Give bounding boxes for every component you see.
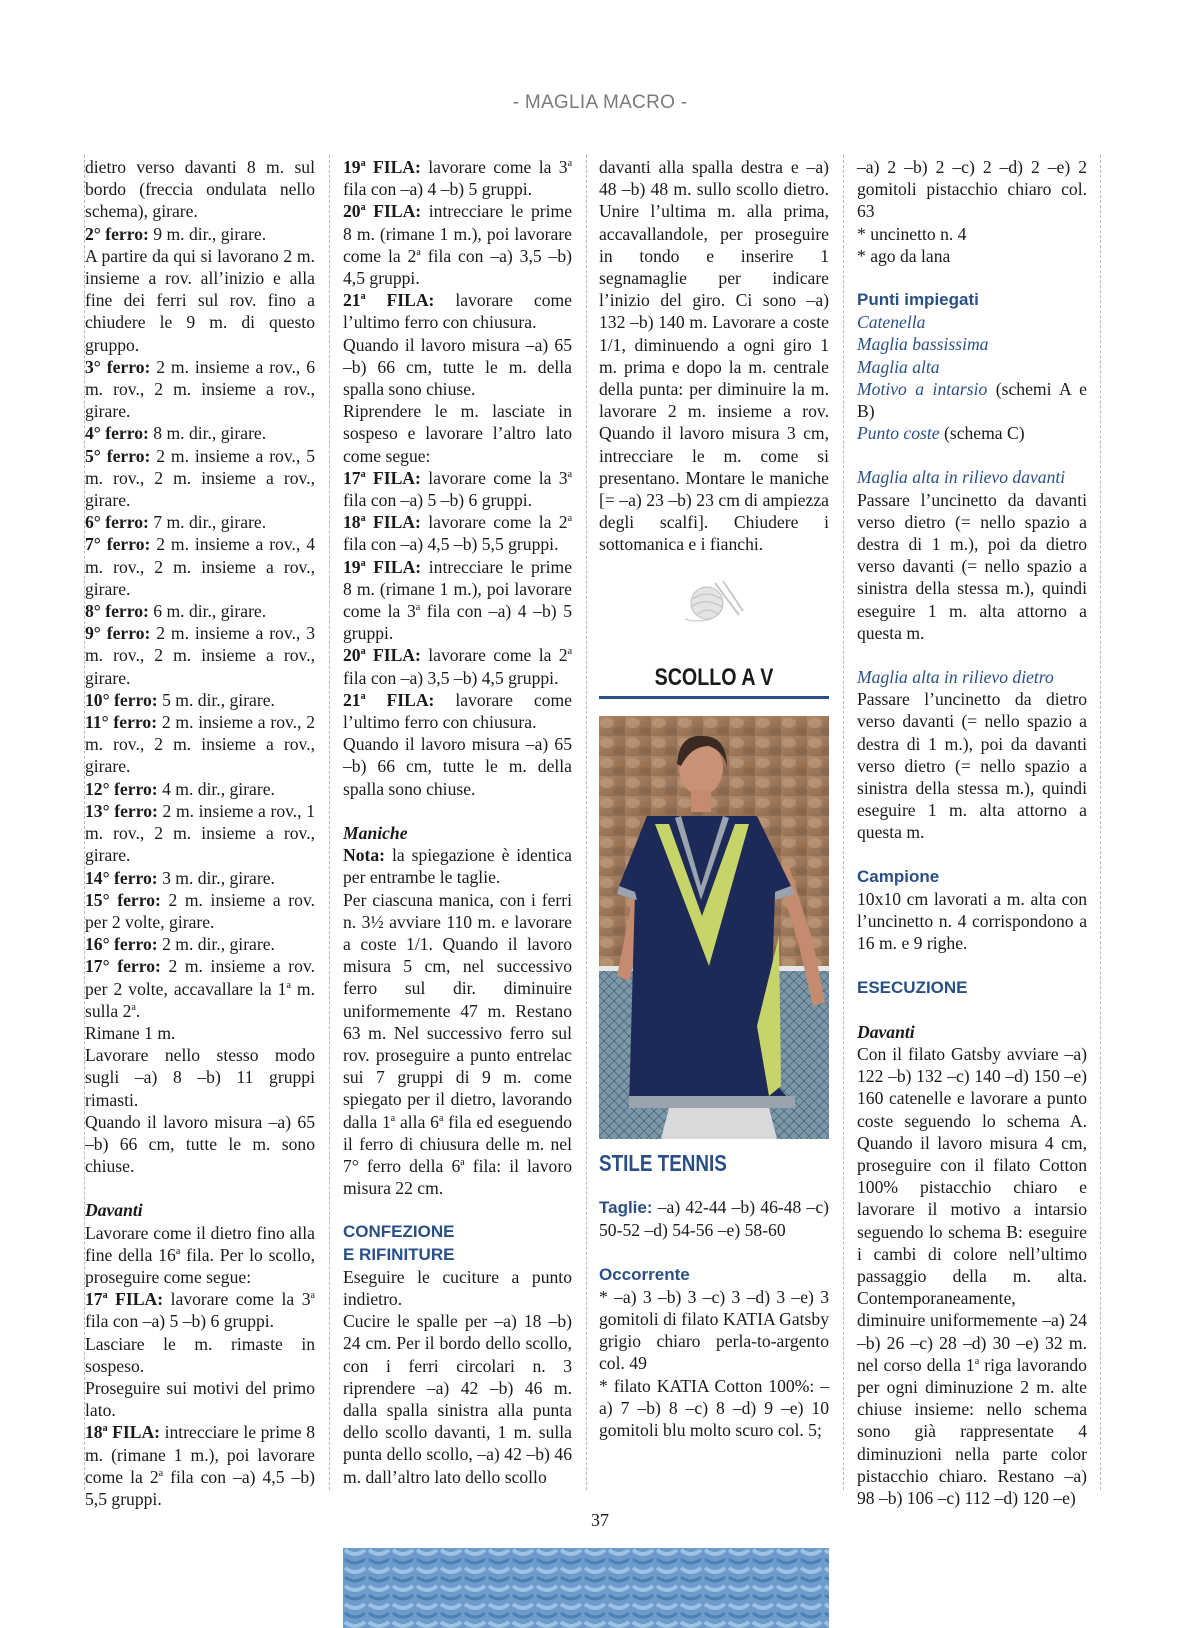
paragraph: 15° ferro: 2 m. insieme a rov. per 2 volte, girare.	[85, 889, 315, 932]
paragraph: 17$^a$ FILA: lavorare come la 3$^a$ fila con –a) 5 –b) 6 gruppi.	[343, 467, 573, 511]
paragraph: 3° ferro: 2 m. insieme a rov., 6 m. rov., 2 m. insieme a rov., girare.	[85, 356, 315, 422]
paragraph: Passare l’uncinetto da davanti verso dietro (= nello spazio a destra di 1 m.), poi da dietro verso davanti (= nello spazio a sinistra della stessa m.), quindi eseguire 1 m. alta attorno a questa m.	[857, 489, 1087, 643]
paragraph: 6° ferro: 7 m. dir., girare.	[85, 512, 267, 533]
list-item: * filato KATIA Cotton 100%: –a) 7 –b) 8 –c) 8 –d) 9 –e) 10 gomitoli blu molto scuro col. 5;	[599, 1375, 829, 1441]
paragraph: 16° ferro: 2 m. dir., girare.	[85, 934, 275, 955]
list-item: * ago da lana	[857, 245, 951, 266]
section-heading-rifiniture: E RIFINITURE	[343, 1244, 455, 1264]
paragraph: Rimane 1 m.	[85, 1022, 176, 1043]
paragraph: Con il filato Gatsby avviare –a) 122 –b) 132 –c) 140 –d) 150 –e) 160 catenelle e lavorare a punto coste seguendo lo schema A. Quando il lavoro misura 4 cm, proseguire con il filato Cotton 100% pistacchio chiaro e lavorare il motivo a intarsio seguendo lo schema B: eseguire i cambi di colore nell’ultimo passaggio della m. alta. Contemporaneamente, diminuire uniformemente –a) 24 –b) 26 –c) 28 –d) 30 –e) 32 m. nel corso della 1$^a$ riga lavorando per ogni diminuzione 2 m. alte chiuse insieme: nello schema sono già rappresentate 4 diminuzioni nella parte color pistacchio chiaro. Restano –a) 98 –b) 106 –c) 112 –d) 120 –e)	[857, 1043, 1087, 1508]
column-divider	[329, 155, 330, 1490]
paragraph: 12° ferro: 4 m. dir., girare.	[85, 778, 275, 799]
paragraph: Quando il lavoro misura –a) 65 –b) 66 cm, tutte le m. sono chiuse.	[85, 1111, 315, 1177]
paragraph: Per ciascuna manica, con i ferri n. 3½ avviare 110 m. e lavorare a coste 1/1. Quando il lavoro misura 5 cm, nel successivo ferro sul dir. diminuire uniformemente 47 m. Restano 63 m. Nel successivo ferro sul rov. proseguire a punto entrelac sui 7 gruppi di 9 m. come spiegato per il dietro, lavorando dalla 1$^a$ alla 6$^a$ fila ed eseguendo il ferro di chiusura delle m. nel 7° ferro della 6$^a$ fila: il lavoro misura 22 cm.	[343, 889, 573, 1199]
paragraph: Quando il lavoro misura –a) 65 –b) 66 cm, tutte le m. della spalla sono chiuse.	[343, 734, 572, 799]
paragraph: Proseguire sui motivi del primo lato.	[85, 1377, 315, 1421]
paragraph: dietro verso davanti 8 m. sul bordo (freccia ondulata nello schema), girare.	[85, 157, 315, 222]
paragraph: Lavorare come il dietro fino alla fine della 16$^a$ fila. Per lo scollo, proseguire come segue:	[85, 1222, 316, 1287]
text-column-4	[857, 156, 1087, 1509]
list-item: * –a) 3 –b) 3 –c) 3 –d) 3 –e) 3 gomitoli di filato KATIA Gatsby grigio chiaro perla-to-argento col. 49	[599, 1286, 829, 1374]
paragraph: Passare l’uncinetto da dietro verso davanti (= nello spazio a destra di 1 m.), poi da davanti verso dietro (= nello spazio a sinistra della stessa m.), quindi eseguire 1 m. alta attorno a questa m.	[857, 689, 1087, 843]
stitch-name: Maglia alta	[857, 356, 940, 377]
paragraph: 9° ferro: 2 m. insieme a rov., 3 m. rov., 2 m. insieme a rov., girare.	[85, 623, 315, 688]
section-heading-esecuzione: ESECUZIONE	[857, 977, 968, 997]
paragraph: Motivo a intarsio (schemi A e B)	[857, 378, 1087, 422]
knit-texture-band	[343, 1548, 829, 1628]
article-title: SCOLLO A V	[654, 664, 774, 691]
stitch-heading: Maglia alta in rilievo dietro	[857, 667, 1054, 688]
paragraph: A partire da qui si lavorano 2 m. insieme a rov. all’inizio e alla fine dei ferri sul rov. fino a chiudere le 9 m. di questo gruppo.	[85, 245, 315, 355]
paragraph: Lasciare le m. rimaste in sospeso.	[85, 1333, 315, 1376]
section-heading-maniche: Maniche	[343, 822, 408, 843]
section-heading-punti: Punti impiegati	[857, 290, 979, 310]
section-heading-davanti: Davanti	[857, 1021, 915, 1042]
text-column-1	[85, 156, 315, 1510]
column-divider	[843, 155, 844, 1490]
paragraph: Riprendere le m. lasciate in sospeso e lavorare l’altro lato come segue:	[343, 401, 572, 466]
list-item: –a) 2 –b) 2 –c) 2 –d) 2 –e) 2 gomitoli pistacchio chiaro col. 63	[857, 157, 1087, 222]
paragraph: 21$^a$ FILA: lavorare come l’ultimo ferro con chiusura.	[343, 689, 572, 733]
paragraph: Lavorare nello stesso modo sugli –a) 8 –b) 11 gruppi rimasti.	[85, 1045, 315, 1110]
paragraph: davanti alla spalla destra e –a) 48 –b) 48 m. sullo scollo dietro. Unire l’ultima m. alla prima, accavallandole, per proseguire in tondo e inserire 1 segnamaglie per indicare l’inizio del giro. Ci sono –a) 132 –b) 140 m. Lavorare a coste 1/1, diminuendo a ogni giro 1 m. prima e dopo la m. centrale della punta: per diminuire la m. lavorare 2 m. insieme a rov. Quando il lavoro misura 3 cm, intrecciare le m. come si presentano. Montare le maniche [= –a) 23 –b) 23 cm di ampiezza degli scalfi]. Chiudere i sottomanica e i fianchi.	[599, 157, 829, 555]
running-header: - MAGLIA MACRO -	[512, 92, 688, 113]
text-column-3	[599, 156, 829, 556]
stitch-name: Maglia bassissima	[857, 334, 989, 355]
paragraph: 5° ferro: 2 m. insieme a rov., 5 m. rov., 2 m. insieme a rov., girare.	[85, 445, 315, 511]
column-divider	[586, 155, 587, 1490]
paragraph: 19$^a$ FILA: intrecciare le prime 8 m. (rimane 1 m.), poi lavorare come la 3$^a$ fila con –a) 4 –b) 5 gruppi.	[343, 556, 573, 644]
sizes-label: Taglie:	[599, 1198, 653, 1218]
paragraph: 13° ferro: 2 m. insieme a rov., 1 m. rov., 2 m. insieme a rov., girare.	[85, 800, 315, 866]
paragraph: 20$^a$ FILA: intrecciare le prime 8 m. (rimane 1 m.), poi lavorare come la 2$^a$ fila con –a) 3,5 –b) 4,5 gruppi.	[343, 201, 572, 289]
paragraph: 18$^a$ FILA: lavorare come la 2$^a$ fila con –a) 4,5 –b) 5,5 gruppi.	[343, 512, 573, 555]
stitch-name: Catenella	[857, 312, 926, 333]
text-column-2	[343, 156, 572, 1488]
paragraph: 19$^a$ FILA: lavorare come la 3$^a$ fila con –a) 4 –b) 5 gruppi.	[343, 157, 573, 200]
paragraph: 7° ferro: 2 m. insieme a rov., 4 m. rov., 2 m. insieme a rov., girare.	[85, 534, 315, 599]
paragraph: Eseguire le cuciture a punto indietro.	[343, 1266, 572, 1309]
column-divider	[1100, 155, 1101, 1490]
paragraph: 18$^a$ FILA: intrecciare le prime 8 m. (rimane 1 m.), poi lavorare come la 2$^a$ fila con –a) 4,5 –b) 5,5 gruppi.	[85, 1422, 315, 1509]
title-underline	[599, 696, 829, 699]
section-heading-confezione: CONFEZIONE	[343, 1222, 455, 1242]
paragraph: 14° ferro: 3 m. dir., girare.	[85, 867, 275, 888]
paragraph: 2° ferro: 9 m. dir., girare.	[85, 223, 267, 244]
paragraph: 17° ferro: 2 m. insieme a rov. per 2 volte, accavallare la 1$^a$ m. sulla 2$^a$.	[85, 956, 316, 1021]
title-block	[599, 664, 829, 699]
paragraph: 21$^a$ FILA: lavorare come l’ultimo ferro con chiusura.	[343, 290, 572, 333]
stitch-heading: Maglia alta in rilievo davanti	[857, 467, 1066, 488]
paragraph: Nota: la spiegazione è identica per entrambe le taglie.	[343, 845, 572, 888]
pattern-info	[599, 1152, 829, 1441]
section-heading-occorrente: Occorrente	[599, 1264, 690, 1284]
paragraph: 8° ferro: 6 m. dir., girare.	[85, 601, 267, 622]
paragraph: Cucire le spalle per –a) 18 –b) 24 cm. Per il bordo dello scollo, con i ferri circolari n. 3 riprendere –a) 42 –b) 46 m. dalla spalla sinistra alla punta dello scollo davanti, 1 m. sulla punta dello scollo, –a) 42 –b) 46 m. dall’altro lato dello scollo	[343, 1311, 572, 1487]
section-heading-campione: Campione	[857, 866, 940, 886]
paragraph: 11° ferro: 2 m. insieme a rov., 2 m. rov., 2 m. insieme a rov., girare.	[85, 712, 316, 777]
paragraph: 4° ferro: 8 m. dir., girare.	[85, 423, 267, 444]
page-number: 37	[591, 1510, 609, 1530]
paragraph: 10x10 cm lavorati a m. alta con l’uncinetto n. 4 corrispondono a 16 m. e 9 righe.	[857, 888, 1087, 954]
paragraph: Quando il lavoro misura –a) 65 –b) 66 cm, tutte le m. della spalla sono chiuse.	[343, 334, 572, 400]
model-photo	[599, 716, 829, 1139]
pattern-title: STILE TENNIS	[599, 1150, 727, 1176]
section-heading-davanti: Davanti	[85, 1200, 143, 1221]
paragraph: 10° ferro: 5 m. dir., girare.	[85, 689, 275, 710]
list-item: * uncinetto n. 4	[857, 223, 967, 244]
paragraph: 20$^a$ FILA: lavorare come la 2$^a$ fila con –a) 3,5 –b) 4,5 gruppi.	[343, 645, 573, 688]
paragraph: 17$^a$ FILA: lavorare come la 3$^a$ fila con –a) 5 –b) 6 gruppi.	[85, 1289, 315, 1332]
paragraph: Taglie: –a) 42-44 –b) 46-48 –c) 50-52 –d) 54-56 –e) 58-60	[599, 1197, 829, 1241]
paragraph: Punto coste (schema C)	[857, 423, 1025, 444]
yarn-ball-icon	[677, 575, 747, 625]
